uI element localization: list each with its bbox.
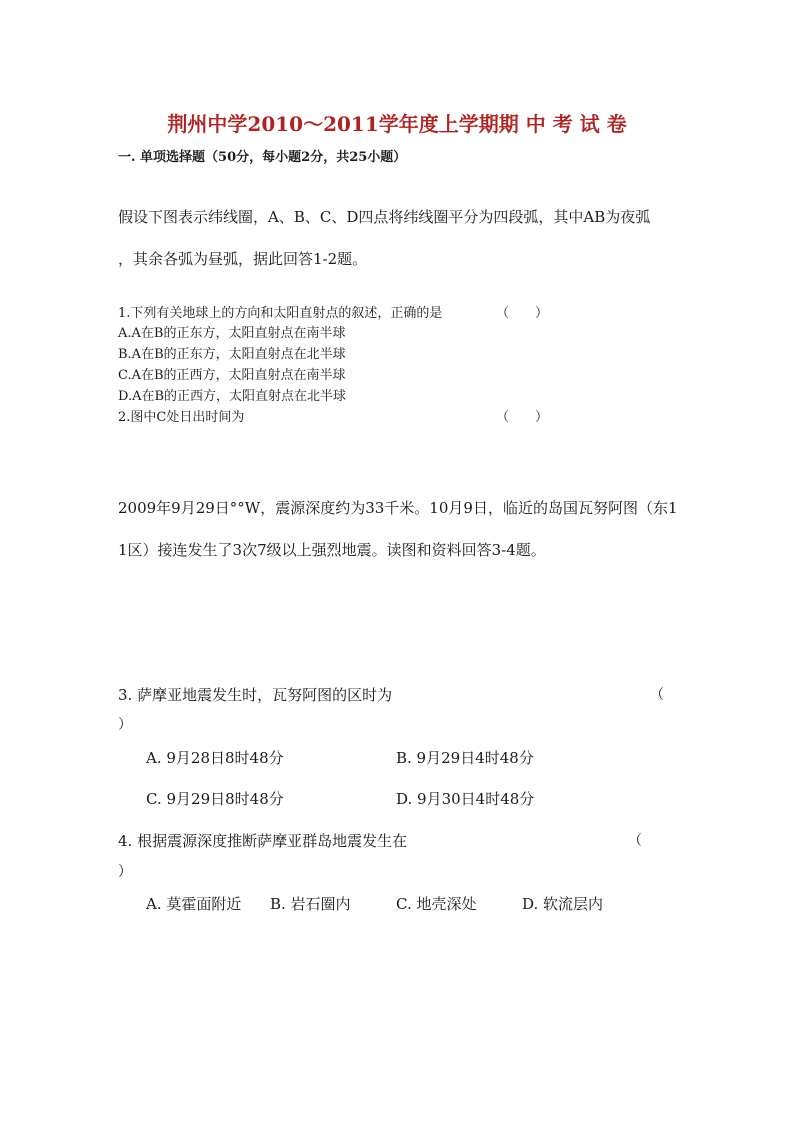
intro1-line1: 假设下图表示纬线圈，A、B、C、D四点将纬线圈平分为四段弧，其中AB为夜弧 xyxy=(118,208,651,226)
q4-option-a: A. 莫霍面附近 xyxy=(146,895,242,913)
q4-paren-close: ） xyxy=(118,864,132,880)
q4-paren-open: （ xyxy=(628,833,642,849)
q4-stem: 4. 根据震源深度推断萨摩亚群岛地震发生在 xyxy=(118,832,408,850)
q3-option-d: D. 9月30日4时48分 xyxy=(396,790,535,808)
q4-option-d: D. 软流层内 xyxy=(522,895,604,913)
intro2-line2: 1区）接连发生了3次7级以上强烈地震。读图和资料回答3-4题。 xyxy=(118,541,546,559)
q3-paren-open: （ xyxy=(650,687,664,703)
intro1-line2: ，其余各弧为昼弧，据此回答1-2题。 xyxy=(118,250,368,268)
q3-paren-close: ） xyxy=(118,717,132,733)
q3-option-a: A. 9月28日8时48分 xyxy=(146,749,284,767)
q1-stem: 1.下列有关地球上的方向和太阳直射点的叙述，正确的是 xyxy=(118,306,443,321)
section-heading: 一. 单项选择题（50分，每小题2分，共25小题） xyxy=(118,150,407,165)
q1-answer-paren: （ ） xyxy=(496,306,549,321)
q1-option-a: A.A在B的正东方，太阳直射点在南半球 xyxy=(118,326,346,341)
q4-option-c: C. 地壳深处 xyxy=(396,895,477,913)
intro2-line1: 2009年9月29日°°W，震源深度约为33千米。10月9日，临近的岛国瓦努阿图（东1 xyxy=(118,499,678,517)
q3-option-b: B. 9月29日4时48分 xyxy=(396,749,534,767)
q3-option-c: C. 9月29日8时48分 xyxy=(146,790,284,808)
q2-stem: 2.图中C处日出时间为 xyxy=(118,410,245,425)
q1-option-d: D.A在B的正西方，太阳直射点在北半球 xyxy=(118,389,347,404)
q4-option-b: B. 岩石圈内 xyxy=(270,895,351,913)
page-title: 荆州中学2010～2011学年度上学期期 中 考 试 卷 xyxy=(167,112,627,136)
q2-answer-paren: （ ） xyxy=(496,410,549,425)
q3-stem: 3. 萨摩亚地震发生时，瓦努阿图的区时为 xyxy=(118,686,393,704)
q1-option-b: B.A在B的正东方，太阳直射点在北半球 xyxy=(118,347,346,362)
q1-option-c: C.A在B的正西方，太阳直射点在南半球 xyxy=(118,368,346,383)
